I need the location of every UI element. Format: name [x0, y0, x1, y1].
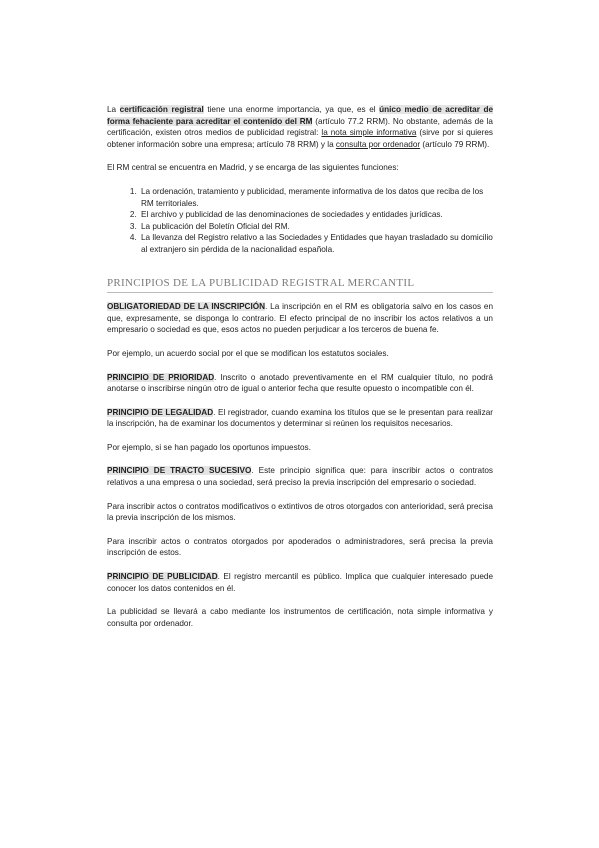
text-run: (sirve por si quieres obtener información sobre una empresa; artículo 78 RRM) y la [107, 128, 493, 149]
principle-prioridad [107, 372, 493, 395]
principle-title: PRINCIPIO DE LEGALIDAD [107, 407, 214, 417]
principle-title: OBLIGATORIEDAD DE LA INSCRIPCIÓN [107, 302, 266, 312]
principle-publicidad [107, 571, 493, 594]
underlined-term: la nota simple informativa [321, 128, 417, 138]
principle-obligatoriedad [107, 301, 493, 336]
highlighted-term: certificación registral [119, 105, 204, 114]
underlined-term: consulta por ordenador [335, 139, 421, 149]
rm-central-paragraph: El RM central se encuentra en Madrid, y se encarga de las siguientes funciones: [107, 163, 399, 173]
list-item: 1. La ordenación, tratamiento y publicidad, meramente informativa de los datos que reciba de los RM territoriales. [139, 186, 493, 209]
text-run: tiene una enorme importancia, ya que, es el [203, 105, 380, 114]
principle-title: PRINCIPIO DE TRACTO SUCESIVO [107, 466, 252, 476]
principle-title: PRINCIPIO DE PRIORIDAD [107, 372, 215, 382]
text-run: . Este principio significa que: para inscribir actos o contratos relativos a una empresa o una sociedad, será preciso la previa inscripción del empresario o sociedad. [107, 466, 494, 488]
list-item: 2. El archivo y publicidad de las denominaciones de sociedades y entidades jurídicas. [139, 209, 493, 221]
tracto-paragraph: Para inscribir actos o contratos otorgados por apoderados o administradores, será precisa la previa inscripción de estos. [107, 536, 493, 558]
intro-paragraph [107, 104, 493, 150]
list-item: 4. La llevanza del Registro relativo a las Sociedades y Entidades que hayan trasladado su domicilio al extranjero sin pérdida de la nacionalidad española. [139, 232, 493, 255]
text-run: . Inscrito o anotado preventivamente en el RM cualquier título, no podrá anotarse o inscribirse ningún otro de igual o anterior fecha que resulte opuesto o incompatible con él. [107, 372, 493, 394]
text-run: . La inscripción en el RM es obligatoria salvo en los casos en que, expresamente, se disponga lo contrario. El efecto principal de no inscribir los actos relativos a un empresario o sociedad es que, esos actos no pueden perjudicar a los terceros de buena fe. [107, 302, 493, 335]
publicidad-paragraph: La publicidad se llevará a cabo mediante los instrumentos de certificación, nota simple informativa y consulta por ordenador. [107, 607, 493, 628]
tracto-paragraph: Para inscribir actos o contratos modificativos o extintivos de otros otorgados con anterioridad, será precisa la previa inscripción de los mismos. [107, 501, 493, 523]
section-heading: PRINCIPIOS DE LA PUBLICIDAD REGISTRAL MERCANTIL [107, 278, 493, 294]
principle-title: PRINCIPIO DE PUBLICIDAD [107, 572, 218, 582]
text-run: La [107, 105, 120, 114]
highlighted-term: único medio de acreditar de forma fehaciente para acreditar el contenido del RM [107, 105, 493, 126]
list-item: 3. La publicación del Boletín Oficial del RM. [139, 221, 493, 233]
text-run: (artículo 79 RRM). [420, 139, 490, 149]
text-run: . El registrador, cuando examina los títulos que se le presentan para realizar la inscripción, ha de examinar los documentos y determinar si reúnen los requisitos necesarios. [107, 407, 493, 429]
principle-tracto-sucesivo [107, 465, 493, 488]
functions-list [107, 186, 493, 256]
text-run: (artículo 77.2 RRM). No obstante, además de la certificación, existen otros medios de publicidad registral: [107, 116, 493, 138]
principle-legalidad [107, 407, 493, 430]
example-paragraph: Por ejemplo, si se han pagado los oportunos impuestos. [107, 442, 311, 452]
document-page [107, 104, 493, 629]
example-paragraph: Por ejemplo, un acuerdo social por el que se modifican los estatutos sociales. [107, 348, 389, 358]
text-run: . El registro mercantil es público. Implica que cualquier interesado puede conocer los datos contenidos en él. [107, 572, 493, 593]
